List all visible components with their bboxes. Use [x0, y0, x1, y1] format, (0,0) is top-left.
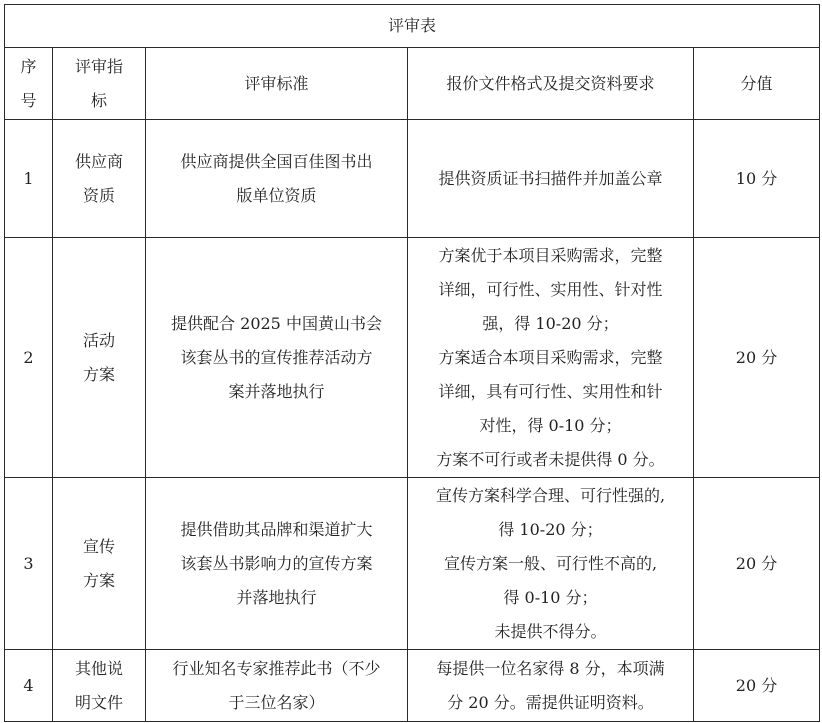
header-index [5, 48, 53, 120]
metric-line: 供应商 [74, 151, 123, 171]
metric-line: 资质 [82, 185, 115, 205]
standard-line: 行业知名专家推荐此书（不少 [172, 658, 381, 678]
row-index: 1 [5, 120, 53, 238]
row-requirements [408, 120, 694, 238]
header-index-line: 号 [20, 90, 37, 110]
row-index: 2 [5, 238, 53, 478]
requirement-line: 对性，得 0-10 分； [479, 415, 622, 435]
requirement-line: 强，得 10-20 分； [482, 313, 619, 333]
table-row [5, 120, 820, 238]
requirement-line: 详细，可行性、实用性、针对性 [438, 279, 663, 299]
row-metric [53, 120, 146, 238]
metric-line: 宣传 [82, 536, 115, 556]
title-row [5, 5, 820, 48]
row-metric [53, 238, 146, 478]
header-metric [53, 48, 146, 120]
review-table [4, 4, 820, 722]
row-score: 10 分 [694, 120, 820, 238]
header-standard: 评审标准 [146, 48, 408, 120]
requirement-line: 方案优于本项目采购需求，完整 [438, 245, 663, 265]
table-row [5, 478, 820, 650]
requirement-line: 每提供一位名家得 8 分，本项满 [436, 658, 665, 678]
row-standard [146, 120, 408, 238]
standard-line: 提供配合 2025 中国黄山书会 [171, 313, 382, 333]
metric-line: 活动 [82, 330, 115, 350]
row-index: 3 [5, 478, 53, 650]
standard-line: 案并落地执行 [228, 381, 325, 401]
row-score: 20 分 [694, 650, 820, 722]
table-row [5, 650, 820, 722]
requirement-line: 得 10-20 分； [498, 519, 603, 539]
metric-line: 其他说 [74, 658, 123, 678]
requirement-line: 宣传方案科学合理、可行性强的, [435, 485, 666, 505]
requirement-line: 分 20 分。需提供证明资料。 [447, 692, 654, 712]
standard-line: 该套丛书的宣传推荐活动方 [180, 347, 373, 367]
metric-line: 方案 [82, 570, 115, 590]
standard-line: 并落地执行 [236, 587, 317, 607]
header-index-line: 序 [20, 56, 37, 76]
header-score: 分值 [694, 48, 820, 120]
standard-line: 版单位资质 [236, 185, 317, 205]
row-standard [146, 238, 408, 478]
table-title: 评审表 [5, 5, 820, 48]
header-row [5, 48, 820, 120]
row-standard [146, 478, 408, 650]
row-requirements [408, 238, 694, 478]
requirement-line: 详细，具有可行性、实用性和针 [438, 381, 663, 401]
row-score: 20 分 [694, 478, 820, 650]
header-metric-line: 评审指 [74, 56, 123, 76]
row-requirements [408, 478, 694, 650]
standard-line: 于三位名家） [228, 692, 325, 712]
metric-line: 明文件 [74, 692, 123, 712]
row-score: 20 分 [694, 238, 820, 478]
header-metric-line: 标 [90, 90, 107, 110]
table-row [5, 238, 820, 478]
requirement-line: 方案不可行或者未提供得 0 分。 [436, 449, 665, 469]
standard-line: 提供借助其品牌和渠道扩大 [180, 519, 373, 539]
row-requirements [408, 650, 694, 722]
row-standard [146, 650, 408, 722]
requirement-line: 宣传方案一般、可行性不高的, [443, 553, 658, 573]
row-metric [53, 478, 146, 650]
standard-line: 供应商提供全国百佳图书出 [180, 151, 373, 171]
metric-line: 方案 [82, 364, 115, 384]
requirement-line: 方案适合本项目采购需求，完整 [438, 347, 663, 367]
header-requirements: 报价文件格式及提交资料要求 [408, 48, 694, 120]
requirement-line: 得 0-10 分； [503, 587, 598, 607]
row-metric [53, 650, 146, 722]
standard-line: 该套丛书影响力的宣传方案 [180, 553, 373, 573]
requirement-line: 未提供不得分。 [494, 621, 607, 641]
requirement-line: 提供资质证书扫描件并加盖公章 [438, 168, 663, 188]
row-index: 4 [5, 650, 53, 722]
